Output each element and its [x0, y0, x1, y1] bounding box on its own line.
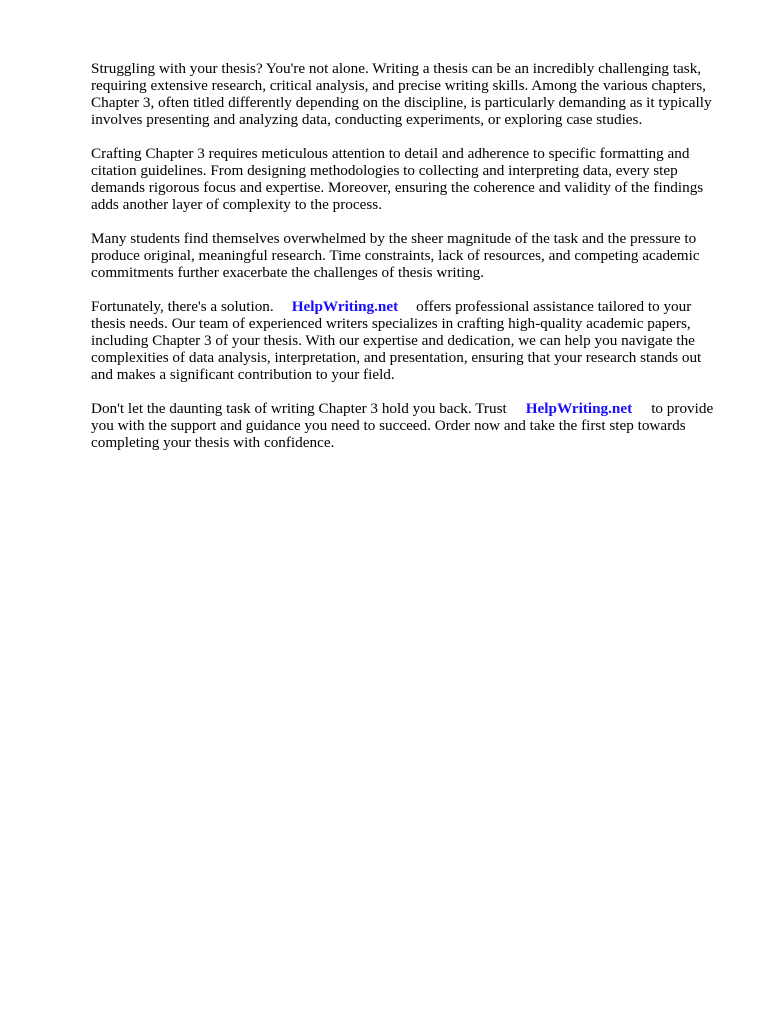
document-body — [91, 60, 723, 468]
paragraph-solution — [91, 298, 723, 383]
paragraph-closing-lead: Don't let the daunting task of writing Chapter 3 hold you back. Trust — [91, 400, 507, 417]
paragraph-closing — [91, 400, 723, 451]
helpwriting-link[interactable]: HelpWriting.net — [291, 298, 399, 315]
paragraph-students: Many students find themselves overwhelmed by the sheer magnitude of the task and the pressure to produce original, meaningful research. Time constraints, lack of resources, and competing academic commitments further exacerbate the challenges of thesis writing. — [91, 230, 700, 281]
paragraph-solution-rest: offers professional assistance tailored to your thesis needs. Our team of experienced writers specializes in crafting high-quality academic papers, including Chapter 3 of your thesis. With our expertise and dedication, we can help you navigate the complexities of data analysis, interpretation, and presentation, ensuring that your research stands out and makes a significant contribution to your field. — [91, 298, 702, 383]
paragraph-intro: Struggling with your thesis? You're not alone. Writing a thesis can be an incredibly challenging task, requiring extensive research, critical analysis, and precise writing skills. Among the various chapters, Chapter 3, often titled differently depending on the discipline, is particularly demanding as it typically involves presenting and analyzing data, conducting experiments, or exploring case studies. — [91, 60, 712, 128]
paragraph-solution-lead: Fortunately, there's a solution. — [91, 298, 274, 315]
paragraph-closing-rest: to provide you with the support and guidance you need to succeed. Order now and take the first step towards completing your thesis with confidence. — [91, 400, 714, 451]
helpwriting-link-closing[interactable]: HelpWriting.net — [525, 400, 633, 417]
paragraph-chapter3: Crafting Chapter 3 requires meticulous attention to detail and adherence to specific formatting and citation guidelines. From designing methodologies to collecting and interpreting data, every step demands rigorous focus and expertise. Moreover, ensuring the coherence and validity of the findings adds another layer of complexity to the process. — [91, 145, 704, 213]
